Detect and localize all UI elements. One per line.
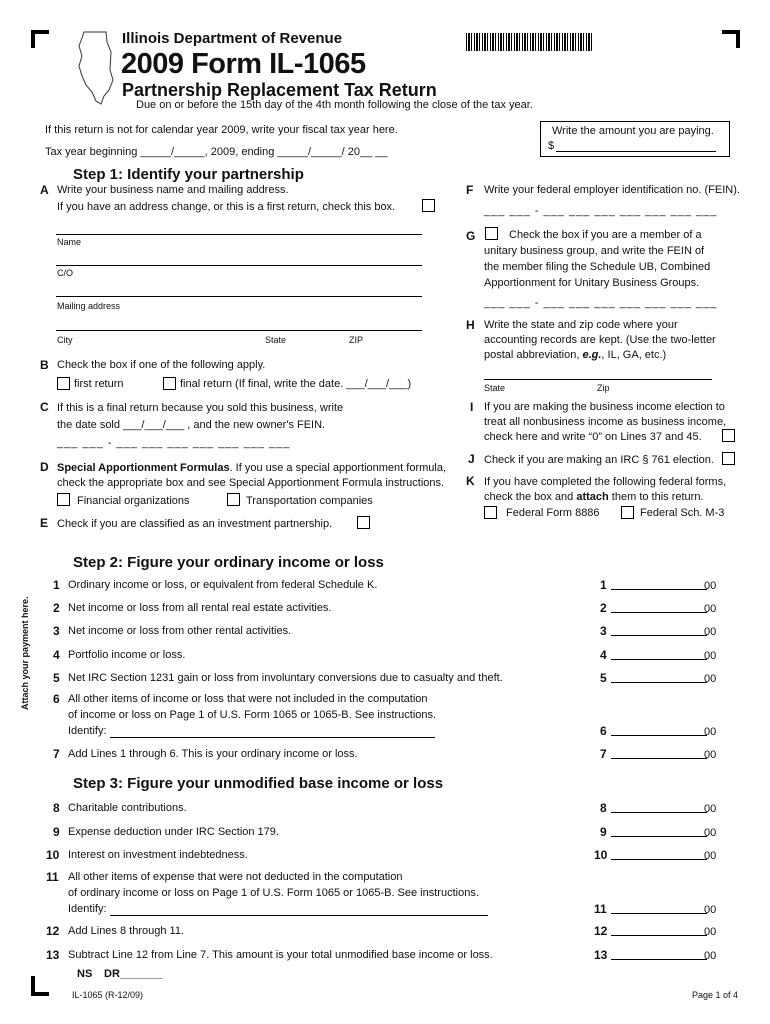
fiscal-year-note: If this return is not for calendar year 2009, write your fiscal tax year here. xyxy=(45,124,398,136)
footer-dr[interactable]: DR_______ xyxy=(104,968,163,980)
transportation-companies-checkbox[interactable] xyxy=(227,493,240,506)
line-description: Net income or loss from all rental real estate activities. xyxy=(68,602,332,614)
identify-line[interactable] xyxy=(110,737,435,738)
amount-line-number: 13 xyxy=(594,948,608,962)
line-number: 5 xyxy=(53,671,60,685)
amount-line-number: 6 xyxy=(600,724,607,738)
line-description: Identify: xyxy=(68,725,107,737)
amount-line-number: 5 xyxy=(600,671,607,685)
section-h-line3 xyxy=(484,349,666,361)
section-c-text: If this is a final return because you sold this business, write xyxy=(57,402,344,414)
first-return-label: first return xyxy=(74,378,124,390)
section-i-letter: I xyxy=(470,400,474,414)
section-k-line2-c: them to this return. xyxy=(608,491,704,503)
corner-mark-top-right xyxy=(722,30,740,48)
section-k-line2 xyxy=(484,491,704,503)
tax-year-field[interactable]: Tax year beginning _____/_____, 2009, ending _____/_____/ 20__ __ xyxy=(45,146,388,158)
section-h-letter: H xyxy=(466,318,475,332)
cents-label: 00 xyxy=(704,726,717,738)
barcode xyxy=(466,33,594,51)
section-a-address-change: If you have an address change, or this is a first return, check this box. xyxy=(57,201,396,213)
section-d-text xyxy=(57,462,446,474)
line-description: of ordinary income or loss on Page 1 of U.S. Form 1065 or 1065-B. See instructions. xyxy=(68,887,479,899)
form-subtitle: Partnership Replacement Tax Return xyxy=(122,80,437,100)
line-description: Identify: xyxy=(68,903,107,915)
illinois-map-icon xyxy=(76,30,116,106)
section-g-line1: Check the box if you are a member of a xyxy=(509,229,702,241)
step3-title: Step 3: Figure your unmodified base income or loss xyxy=(73,775,444,792)
due-date-note: Due on or before the 15th day of the 4th month following the close of the tax year. xyxy=(136,99,533,111)
form-title: 2009 Form IL-1065 xyxy=(121,48,366,80)
section-b-letter: B xyxy=(40,358,49,372)
amount-field[interactable] xyxy=(611,624,707,636)
step1-title: Step 1: Identify your partnership xyxy=(73,166,304,183)
section-g-line2: unitary business group, and write the FEIN of xyxy=(484,245,705,257)
special-apportionment-label: Special Apportionment Formulas xyxy=(57,462,230,474)
amount-field[interactable] xyxy=(611,578,707,590)
cents-label: 00 xyxy=(704,850,717,862)
line-description: Add Lines 8 through 11. xyxy=(68,925,184,937)
line-number: 7 xyxy=(53,747,60,761)
footer-ns: NS xyxy=(77,968,93,980)
new-owner-fein-field[interactable]: ___ ___ - ___ ___ ___ ___ ___ ___ ___ xyxy=(57,437,291,449)
line-description: Subtract Line 12 from Line 7. This amount is your total unmodified base income or loss. xyxy=(68,949,493,961)
line-number: 12 xyxy=(46,924,60,938)
amount-line-number: 9 xyxy=(600,825,607,839)
co-label: C/O xyxy=(57,268,74,278)
cents-label: 00 xyxy=(704,749,717,761)
line-description: Charitable contributions. xyxy=(68,802,187,814)
corner-mark-top-left xyxy=(31,30,49,48)
identify-line[interactable] xyxy=(110,915,488,916)
sch-m3-checkbox[interactable] xyxy=(621,506,634,519)
state-label: State xyxy=(265,335,287,345)
section-i-line3: check here and write “0” on Lines 37 and 45. xyxy=(484,431,702,443)
amount-field[interactable] xyxy=(611,648,707,660)
final-return-label: final return (If final, write the date. ___/___/___) xyxy=(180,378,412,390)
line-description: Add Lines 1 through 6. This is your ordinary income or loss. xyxy=(68,748,358,760)
section-h-line2: accounting records are kept. (Use the two-letter xyxy=(484,334,716,346)
line-description: Interest on investment indebtedness. xyxy=(68,849,248,861)
section-k-attach: attach xyxy=(576,491,609,503)
amount-field[interactable] xyxy=(611,801,707,813)
section-g-line4: Apportionment for Unitary Business Groups. xyxy=(484,277,700,289)
line-description: Expense deduction under IRC Section 179. xyxy=(68,826,279,838)
line-number: 2 xyxy=(53,601,60,615)
section-d-text-rest: . If you use a special apportionment formula, xyxy=(229,462,447,474)
form-id: IL-1065 (R-12/09) xyxy=(72,990,144,1000)
amount-field[interactable] xyxy=(611,924,707,936)
amount-field[interactable] xyxy=(611,601,707,613)
name-line[interactable] xyxy=(56,234,422,235)
cents-label: 00 xyxy=(704,673,717,685)
section-j-letter: J xyxy=(468,452,475,466)
section-k-line1: If you have completed the following federal forms, xyxy=(484,476,727,488)
city-label: City xyxy=(57,335,73,345)
cents-label: 00 xyxy=(704,626,717,638)
line-number: 3 xyxy=(53,624,60,638)
step2-title: Step 2: Figure your ordinary income or loss xyxy=(73,554,384,571)
amount-field[interactable] xyxy=(611,724,707,736)
page-number: Page 1 of 4 xyxy=(692,990,739,1000)
cents-label: 00 xyxy=(704,827,717,839)
line-number: 9 xyxy=(53,825,60,839)
section-h-line3-c: , IL, GA, etc.) xyxy=(601,349,667,361)
section-k-line2-a: check the box and xyxy=(484,491,577,503)
section-d-instructions: check the appropriate box and see Special Apportionment Formula instructions. xyxy=(57,477,445,489)
line-description: Net income or loss from other rental activities. xyxy=(68,625,292,637)
cents-label: 00 xyxy=(704,580,717,592)
line-description: of income or loss on Page 1 of U.S. Form 1065 or 1065-B. See instructions. xyxy=(68,709,437,721)
amount-field[interactable] xyxy=(611,948,707,960)
section-g-letter: G xyxy=(466,229,476,243)
investment-partnership-checkbox[interactable] xyxy=(357,516,370,529)
section-i-line1: If you are making the business income election to xyxy=(484,401,725,413)
cents-label: 00 xyxy=(704,950,717,962)
sch-m3-label: Federal Sch. M-3 xyxy=(640,507,725,519)
financial-organizations-label: Financial organizations xyxy=(77,495,190,507)
irc-761-checkbox[interactable] xyxy=(722,452,735,465)
co-line[interactable] xyxy=(56,265,422,266)
section-k-letter: K xyxy=(466,474,475,488)
line-description: Ordinary income or loss, or equivalent from federal Schedule K. xyxy=(68,579,378,591)
amount-field[interactable] xyxy=(611,747,707,759)
amount-line-number: 7 xyxy=(600,747,607,761)
section-c-date-sold[interactable]: the date sold ___/___/___ , and the new owner's FEIN. xyxy=(57,419,326,431)
name-label: Name xyxy=(57,237,82,247)
records-state-zip-line[interactable] xyxy=(484,379,712,380)
financial-organizations-checkbox[interactable] xyxy=(57,493,70,506)
cents-label: 00 xyxy=(704,926,717,938)
payment-box xyxy=(540,121,730,157)
section-d-letter: D xyxy=(40,460,49,474)
line-number: 13 xyxy=(46,948,60,962)
line-description: Portfolio income or loss. xyxy=(68,649,186,661)
records-zip-label: Zip xyxy=(597,383,610,393)
amount-line-number: 11 xyxy=(594,902,607,916)
business-income-election-checkbox[interactable] xyxy=(722,429,735,442)
cents-label: 00 xyxy=(704,803,717,815)
cents-label: 00 xyxy=(704,603,717,615)
line-number: 10 xyxy=(46,848,60,862)
section-j-text: Check if you are making an IRC § 761 election. xyxy=(484,454,714,466)
section-e-letter: E xyxy=(40,516,49,530)
section-a-letter: A xyxy=(40,183,49,197)
line-number: 1 xyxy=(53,578,60,592)
cents-label: 00 xyxy=(704,650,717,662)
amount-line-number: 12 xyxy=(594,924,608,938)
address-change-checkbox[interactable] xyxy=(422,199,435,212)
section-c-letter: C xyxy=(40,400,49,414)
section-f-text: Write your federal employer identification no. (FEIN). xyxy=(484,184,740,196)
first-return-checkbox[interactable] xyxy=(57,377,70,390)
amount-field[interactable] xyxy=(611,902,707,914)
corner-mark-bottom-left xyxy=(31,976,49,996)
line-number: 4 xyxy=(53,648,60,662)
amount-field[interactable] xyxy=(611,671,707,683)
payment-label: Write the amount you are paying. xyxy=(552,125,714,137)
cents-label: 00 xyxy=(704,904,717,916)
section-g-line3: the member filing the Schedule UB, Combined xyxy=(484,261,711,273)
payment-amount-line xyxy=(556,151,716,152)
payment-amount-field[interactable]: $ xyxy=(548,140,555,152)
section-i-line2: treat all nonbusiness income as business income, xyxy=(484,416,727,428)
amount-line-number: 1 xyxy=(600,578,607,592)
amount-line-number: 2 xyxy=(600,601,607,615)
form-8886-checkbox[interactable] xyxy=(484,506,497,519)
line-number: 6 xyxy=(53,692,60,706)
city-line[interactable] xyxy=(56,330,422,331)
transportation-companies-label: Transportation companies xyxy=(246,495,373,507)
agency-name: Illinois Department of Revenue xyxy=(122,30,343,47)
line-number: 11 xyxy=(46,870,59,884)
unitary-group-checkbox[interactable] xyxy=(485,227,498,240)
section-f-letter: F xyxy=(466,183,474,197)
amount-line-number: 10 xyxy=(594,848,608,862)
line-description: Net IRC Section 1231 gain or loss from involuntary conversions due to casualty and theft. xyxy=(68,672,503,684)
line-number: 8 xyxy=(53,801,60,815)
amount-line-number: 4 xyxy=(600,648,607,662)
amount-line-number: 3 xyxy=(600,624,607,638)
amount-field[interactable] xyxy=(611,848,707,860)
mailing-label: Mailing address xyxy=(57,301,121,311)
form-8886-label: Federal Form 8886 xyxy=(506,507,600,519)
unitary-fein-field[interactable]: ___ ___ - ___ ___ ___ ___ ___ ___ ___ xyxy=(484,297,718,309)
section-h-line3-a: postal abbreviation, xyxy=(484,349,583,361)
line-description: All other items of expense that were not deducted in the computation xyxy=(68,871,403,883)
section-h-line1: Write the state and zip code where your xyxy=(484,319,678,331)
section-b-text: Check the box if one of the following apply. xyxy=(57,359,266,371)
amount-line-number: 8 xyxy=(600,801,607,815)
amount-field[interactable] xyxy=(611,825,707,837)
section-e-text: Check if you are classified as an investment partnership. xyxy=(57,518,333,530)
mailing-line[interactable] xyxy=(56,296,422,297)
final-return-checkbox[interactable] xyxy=(163,377,176,390)
records-state-label: State xyxy=(484,383,506,393)
attach-payment-note: Attach your payment here. xyxy=(20,596,30,710)
section-a-text: Write your business name and mailing address. xyxy=(57,184,289,196)
section-h-eg: e.g. xyxy=(582,349,602,361)
line-description: All other items of income or loss that were not included in the computation xyxy=(68,693,428,705)
fein-field[interactable]: ___ ___ - ___ ___ ___ ___ ___ ___ ___ xyxy=(484,205,718,217)
zip-label: ZIP xyxy=(349,335,364,345)
